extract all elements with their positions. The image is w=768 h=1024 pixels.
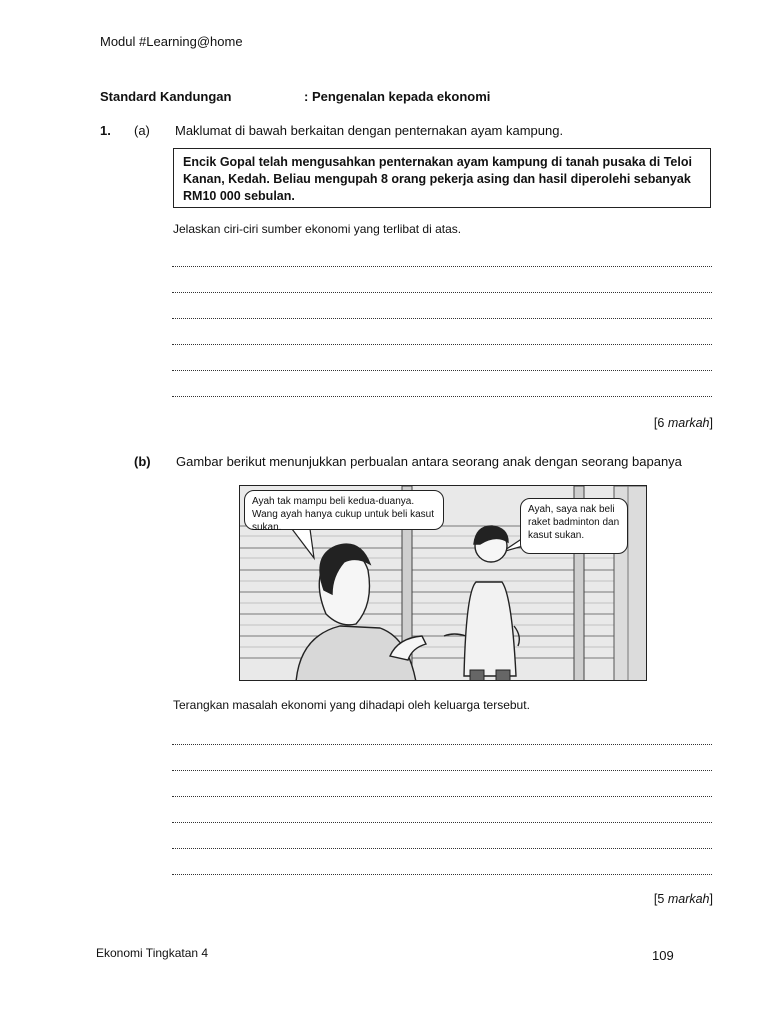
speech-bubble-father: Ayah tak mampu beli kedua-duanya. Wang ayah hanya cukup untuk beli kasut sukan.: [244, 490, 444, 530]
part-a-instruction: Jelaskan ciri-ciri sumber ekonomi yang terlibat di atas.: [173, 222, 462, 236]
part-b-intro: Gambar berikut menunjukkan perbualan antara seorang anak dengan seorang bapanya: [176, 454, 682, 469]
speech-bubble-son: Ayah, saya nak beli raket badminton dan kasut sukan.: [520, 498, 628, 554]
answer-line[interactable]: [172, 742, 712, 745]
answer-line[interactable]: [172, 394, 712, 397]
answer-line[interactable]: [172, 794, 712, 797]
info-box: [173, 148, 711, 208]
part-a-marks: [6 markah]: [653, 416, 713, 430]
answer-line[interactable]: [172, 316, 712, 319]
standard-label: Standard Kandungan: [100, 89, 232, 104]
answer-line[interactable]: [172, 846, 712, 849]
answer-line[interactable]: [172, 264, 712, 267]
page-number: 109: [652, 948, 674, 963]
module-header: Modul #Learning@home: [100, 34, 243, 49]
part-a-label: (a): [134, 123, 150, 138]
comic-illustration: [239, 485, 647, 681]
part-b-label: (b): [134, 454, 151, 469]
footer-subject: Ekonomi Tingkatan 4: [96, 946, 209, 960]
answer-line[interactable]: [172, 820, 712, 823]
part-b-marks: [5 markah]: [653, 892, 713, 906]
part-a-intro: Maklumat di bawah berkaitan dengan penternakan ayam kampung.: [175, 123, 564, 138]
standard-value: : Pengenalan kepada ekonomi: [304, 89, 491, 104]
answer-line[interactable]: [172, 290, 712, 293]
answer-line[interactable]: [172, 768, 712, 771]
answer-line[interactable]: [172, 368, 712, 371]
answer-line[interactable]: [172, 872, 712, 875]
question-number: 1.: [100, 123, 111, 138]
part-b-instruction: Terangkan masalah ekonomi yang dihadapi oleh keluarga tersebut.: [173, 698, 530, 712]
answer-line[interactable]: [172, 342, 712, 345]
info-box-text: Encik Gopal telah mengusahkan penternakan ayam kampung di tanah pusaka di Teloi Kanan, Kedah. Beliau mengupah 8 orang pekerja asing dan hasil diperolehi sebanyak RM10 000 sebulan.: [183, 155, 692, 203]
